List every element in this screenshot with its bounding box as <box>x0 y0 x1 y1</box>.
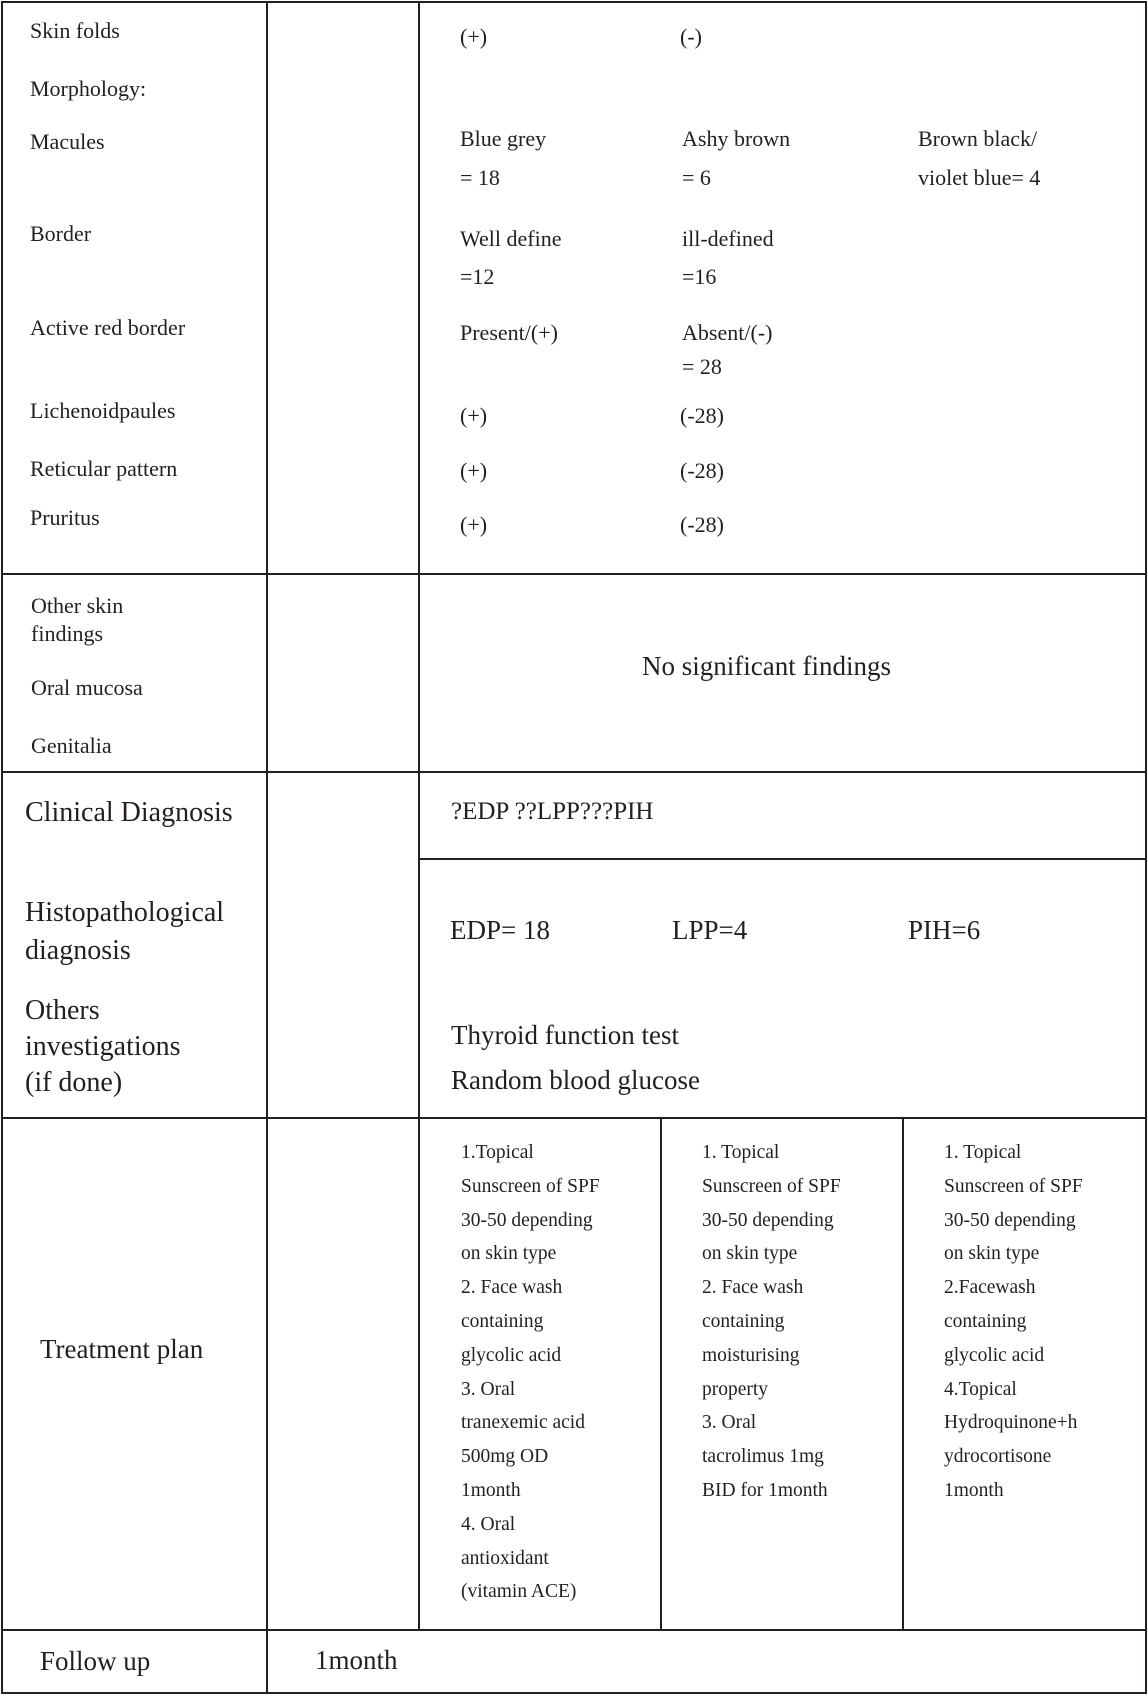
reticular-negative: (-28) <box>680 458 724 483</box>
reticular-pattern-label: Reticular pattern <box>30 456 178 481</box>
row-divider <box>1 1117 1147 1119</box>
other-investigations-label-line2: investigations <box>25 1031 181 1062</box>
skin-folds-negative: (-) <box>680 24 702 49</box>
border-top <box>1 1 1147 3</box>
histo-pih: PIH=6 <box>908 915 981 945</box>
skin-folds-positive: (+) <box>460 24 488 49</box>
histopathological-label: Histopathological <box>25 897 225 928</box>
treatment-option-1: 1.Topical Sunscreen of SPF 30-50 depending on skin type 2. Face wash containing glycolic acid 3. Oral tranexemic acid 500mg OD 1month 4. Oral antioxidant (vitamin ACE) <box>461 1142 600 1603</box>
treatment-option-2: 1. Topical Sunscreen of SPF 30-50 depending on skin type 2. Face wash containing moisturising property 3. Oral tacrolimus 1mg BID for 1month <box>702 1142 841 1501</box>
active-red-border-absent: Absent/(-) <box>682 320 773 345</box>
active-red-border-present: Present/(+) <box>460 320 558 345</box>
active-red-border-label: Active red border <box>30 315 186 340</box>
border-label: Border <box>30 221 92 246</box>
macules-label: Macules <box>30 129 105 154</box>
other-investigations-label: Others <box>25 995 100 1026</box>
row-divider <box>1 771 1147 773</box>
border-right <box>1145 1 1147 1694</box>
border-ill-defined: ill-defined <box>682 226 774 251</box>
pruritus-positive: (+) <box>460 512 488 537</box>
macules-blue-grey: Blue grey <box>460 126 547 151</box>
clinical-diagnosis-label: Clinical Diagnosis <box>25 797 233 828</box>
follow-up-value: 1month <box>315 1645 398 1675</box>
reticular-positive: (+) <box>460 458 488 483</box>
row-divider <box>1 1629 1147 1631</box>
macules-brown-black: Brown black/ <box>918 126 1038 151</box>
macules-ashy-brown: Ashy brown <box>682 126 791 151</box>
histo-edp: EDP= 18 <box>450 915 550 945</box>
border-ill-defined-count: =16 <box>682 264 717 289</box>
col-divider <box>418 1 420 1631</box>
histo-lpp: LPP=4 <box>672 915 748 945</box>
row-divider <box>419 858 1147 860</box>
active-red-border-absent-count: = 28 <box>682 354 722 379</box>
border-well-defined: Well define <box>460 226 562 251</box>
follow-up-label: Follow up <box>40 1646 151 1676</box>
genitalia-label: Genitalia <box>31 733 112 758</box>
histopathological-label-line2: diagnosis <box>25 935 131 966</box>
col-divider <box>902 1117 904 1631</box>
border-well-defined-count: =12 <box>460 264 495 289</box>
oral-mucosa-label: Oral mucosa <box>31 675 143 700</box>
investigation-glucose: Random blood glucose <box>451 1065 700 1095</box>
lichenoid-positive: (+) <box>460 403 488 428</box>
pruritus-label: Pruritus <box>30 505 100 530</box>
other-skin-label-line2: findings <box>31 621 104 646</box>
clinical-diagnosis-value: ?EDP ??LPP???PIH <box>451 798 654 825</box>
col-divider <box>266 1 268 1694</box>
macules-violet-blue: violet blue= 4 <box>918 165 1041 190</box>
other-skin-label: Other skin <box>31 593 124 618</box>
morphology-label: Morphology: <box>30 76 147 101</box>
col-divider <box>660 1117 662 1631</box>
investigation-thyroid: Thyroid function test <box>451 1020 679 1050</box>
row-divider <box>1 573 1147 575</box>
treatment-option-3: 1. Topical Sunscreen of SPF 30-50 depending on skin type 2.Facewash containing glycolic acid 4.Topical Hydroquinone+h ydrocortisone 1month <box>944 1142 1083 1501</box>
no-significant-findings: No significant findings <box>642 651 891 681</box>
macules-blue-grey-count: = 18 <box>460 165 500 190</box>
treatment-plan-label: Treatment plan <box>40 1334 204 1364</box>
lichenoid-label: Lichenoidpaules <box>30 398 176 423</box>
other-investigations-label-line3: (if done) <box>25 1067 123 1098</box>
pruritus-negative: (-28) <box>680 512 724 537</box>
border-bottom <box>1 1692 1147 1694</box>
skin-folds-label: Skin folds <box>30 18 120 43</box>
macules-ashy-brown-count: = 6 <box>682 165 711 190</box>
border-left <box>1 1 3 1694</box>
lichenoid-negative: (-28) <box>680 403 724 428</box>
